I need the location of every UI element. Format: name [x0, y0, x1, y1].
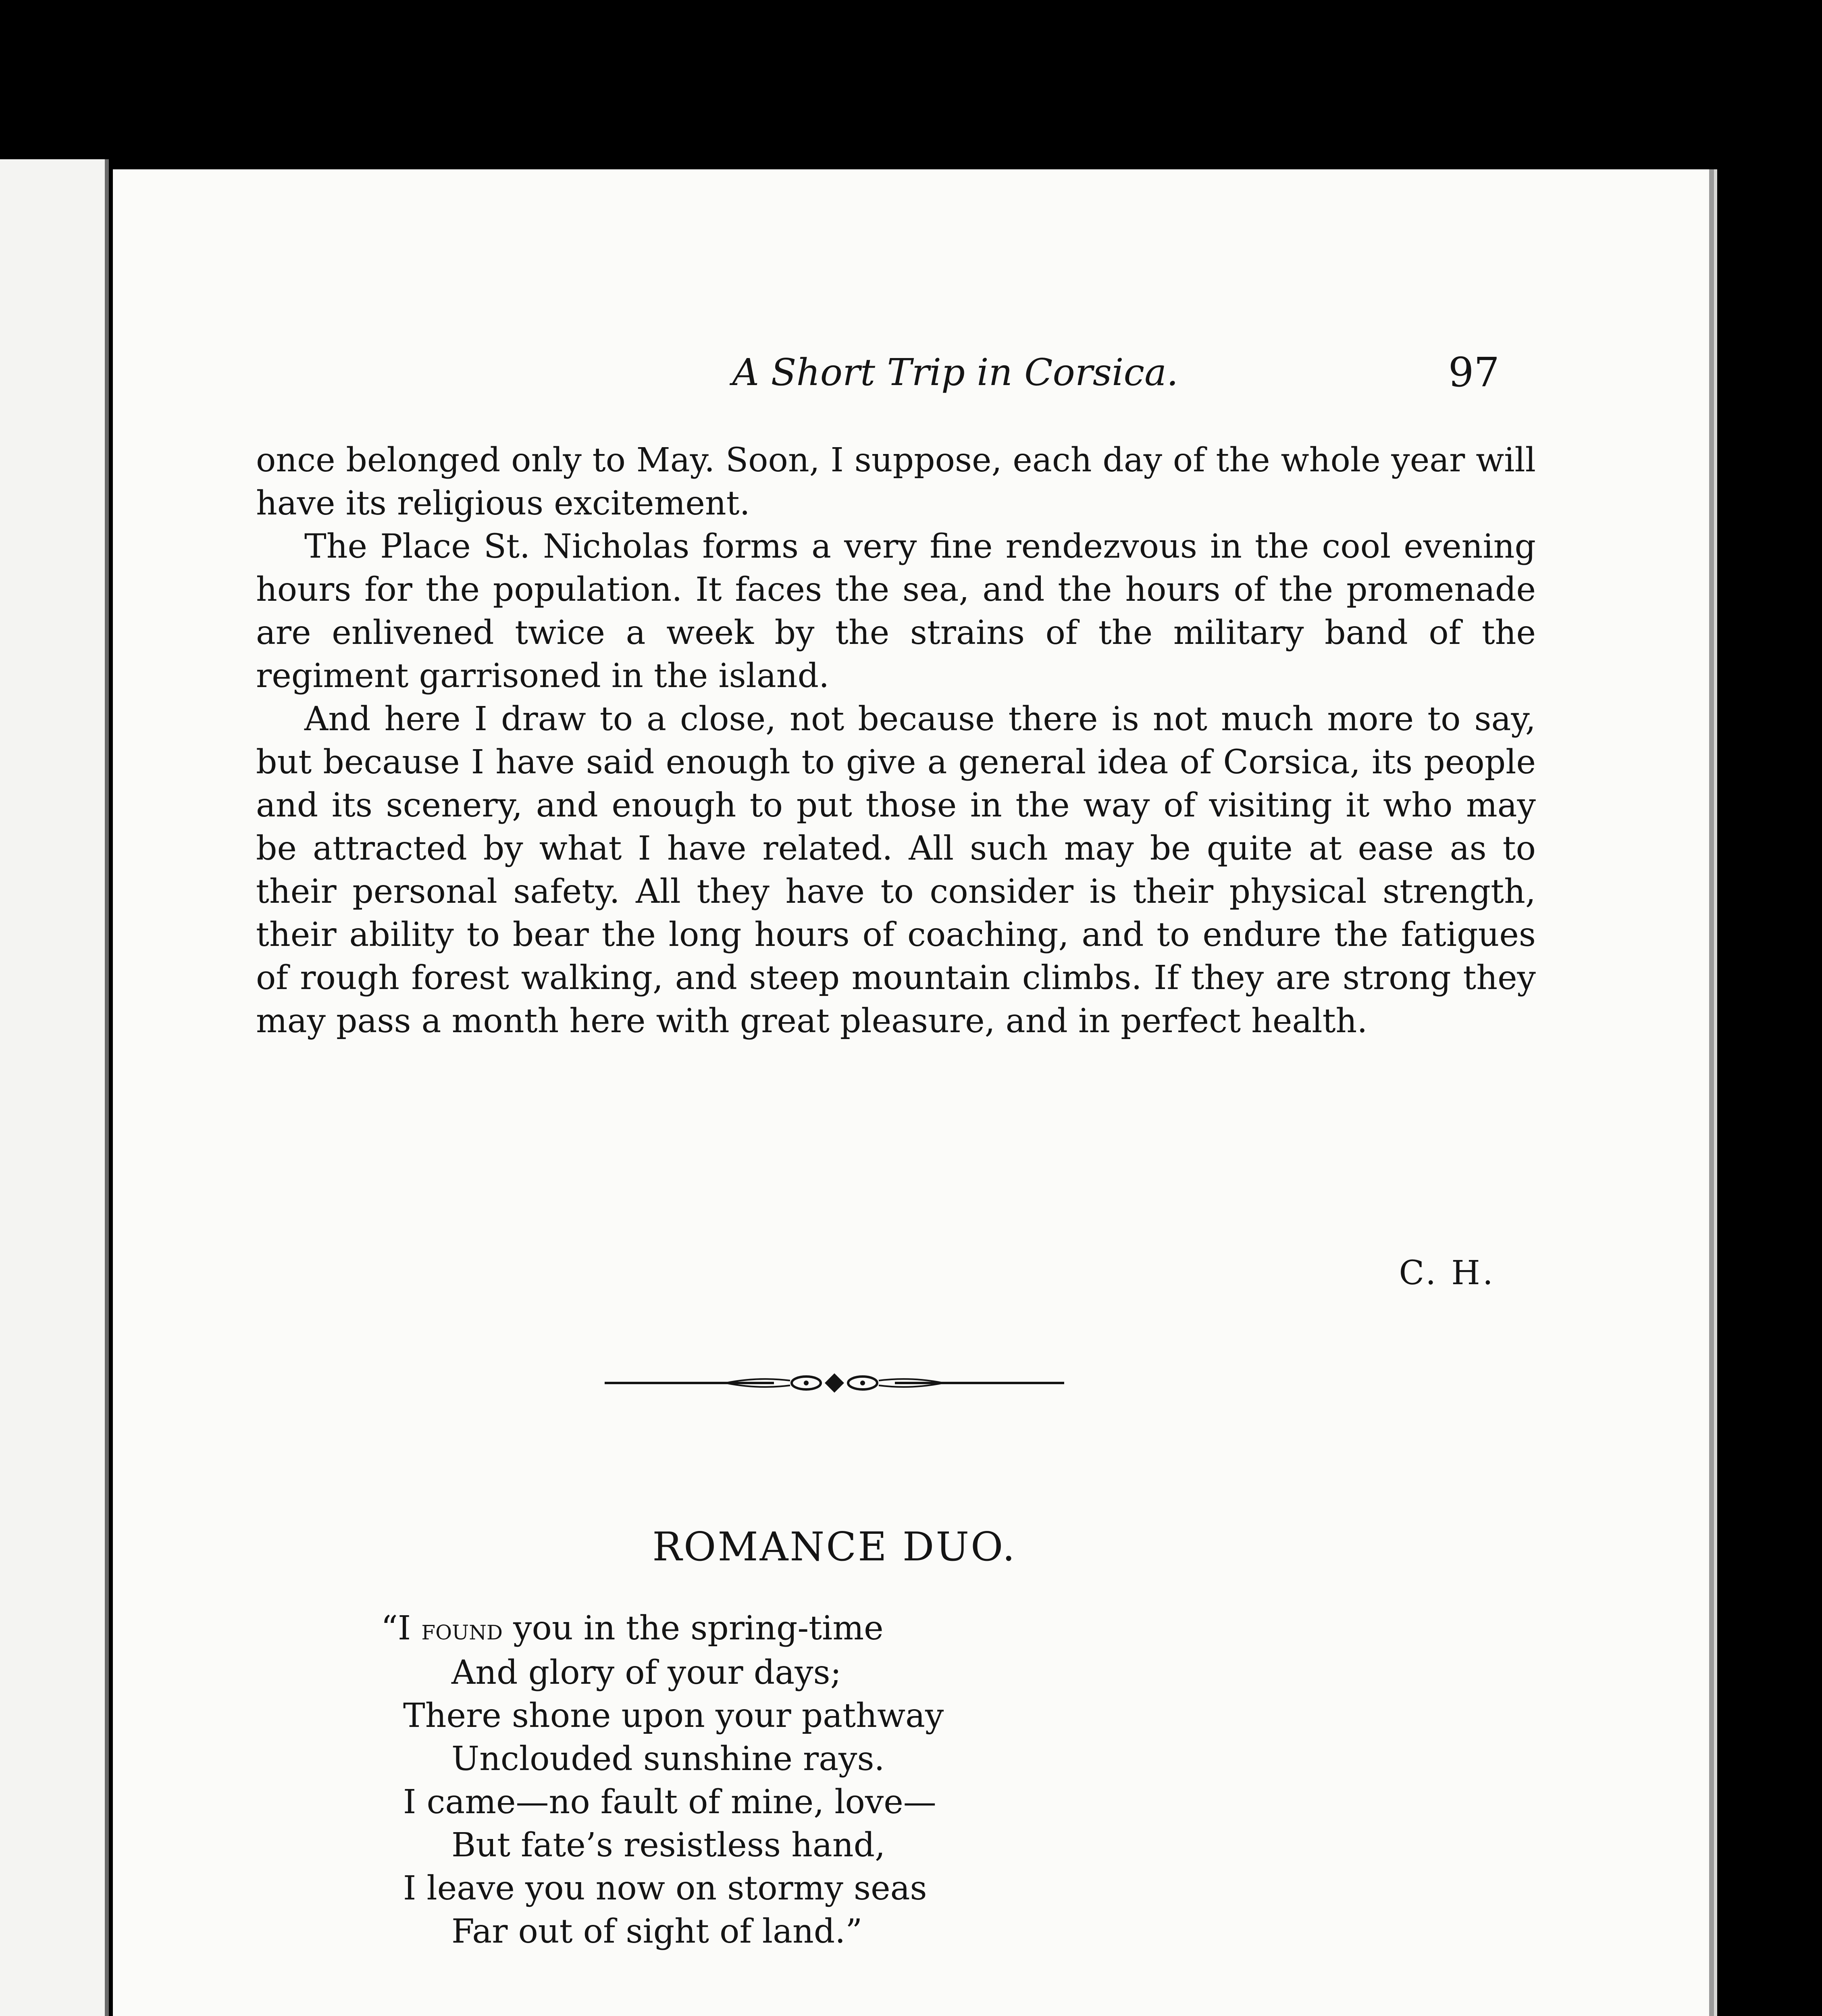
essay-signature: C. H.: [1399, 1254, 1495, 1292]
line-rest: you in the spring-time: [503, 1609, 884, 1647]
poem-line: There shone upon your pathway: [403, 1697, 944, 1735]
poem-line: Unclouded sunshine rays.: [451, 1740, 885, 1778]
essay-paragraph: And here I draw to a close, not because there is not much more to say, but because I have said enough to give a general idea of Corsica, its people and its scenery, and enough to put those in the way of visiting it who may be attracted by what I have related. All such may be quite at ease as to their personal safety. All they have to consider is their physical strength, their ability to bear the long hours of coaching, and to endure the fatigues of rough forest walking, and steep mountain climbs. If they are strong they may pass a month here with great pleasure, and in perfect health.: [256, 700, 1536, 1040]
book-page: [113, 169, 1709, 2016]
stanza-1: [381, 1607, 1371, 1953]
small-caps-word: found: [421, 1612, 503, 1646]
poem-line: And glory of your days;: [451, 1654, 842, 1692]
poem-title: ROMANCE DUO.: [652, 1524, 1017, 1570]
poem-line: [381, 1607, 1371, 1651]
open-quote: “I: [381, 1609, 422, 1647]
poem-line: I leave you now on stormy seas: [403, 1869, 927, 1908]
essay-paragraph: once belonged only to May. Soon, I suppose, each day of the whole year will have its religious excitement.: [256, 441, 1536, 523]
poem-line: I came—no fault of mine, love—: [403, 1783, 936, 1821]
ornamental-divider: [605, 1371, 1064, 1395]
essay-text: [256, 439, 1536, 1043]
essay-paragraph: The Place St. Nicholas forms a very fine rendezvous in the cool evening hours for the population. It faces the sea, and the hours of the promenade are enlivened twice a week by the strains of the military band of the regiment garrisoned in the island.: [256, 527, 1536, 695]
page-number: 97: [1448, 349, 1500, 396]
previous-page-edge: [0, 159, 109, 2016]
poem: [381, 1607, 1371, 2016]
poem-line: Far out of sight of land.”: [451, 1912, 863, 1951]
poem-line: But fate’s resistless hand,: [451, 1826, 886, 1864]
running-title: A Short Trip in Corsica.: [732, 351, 1179, 394]
